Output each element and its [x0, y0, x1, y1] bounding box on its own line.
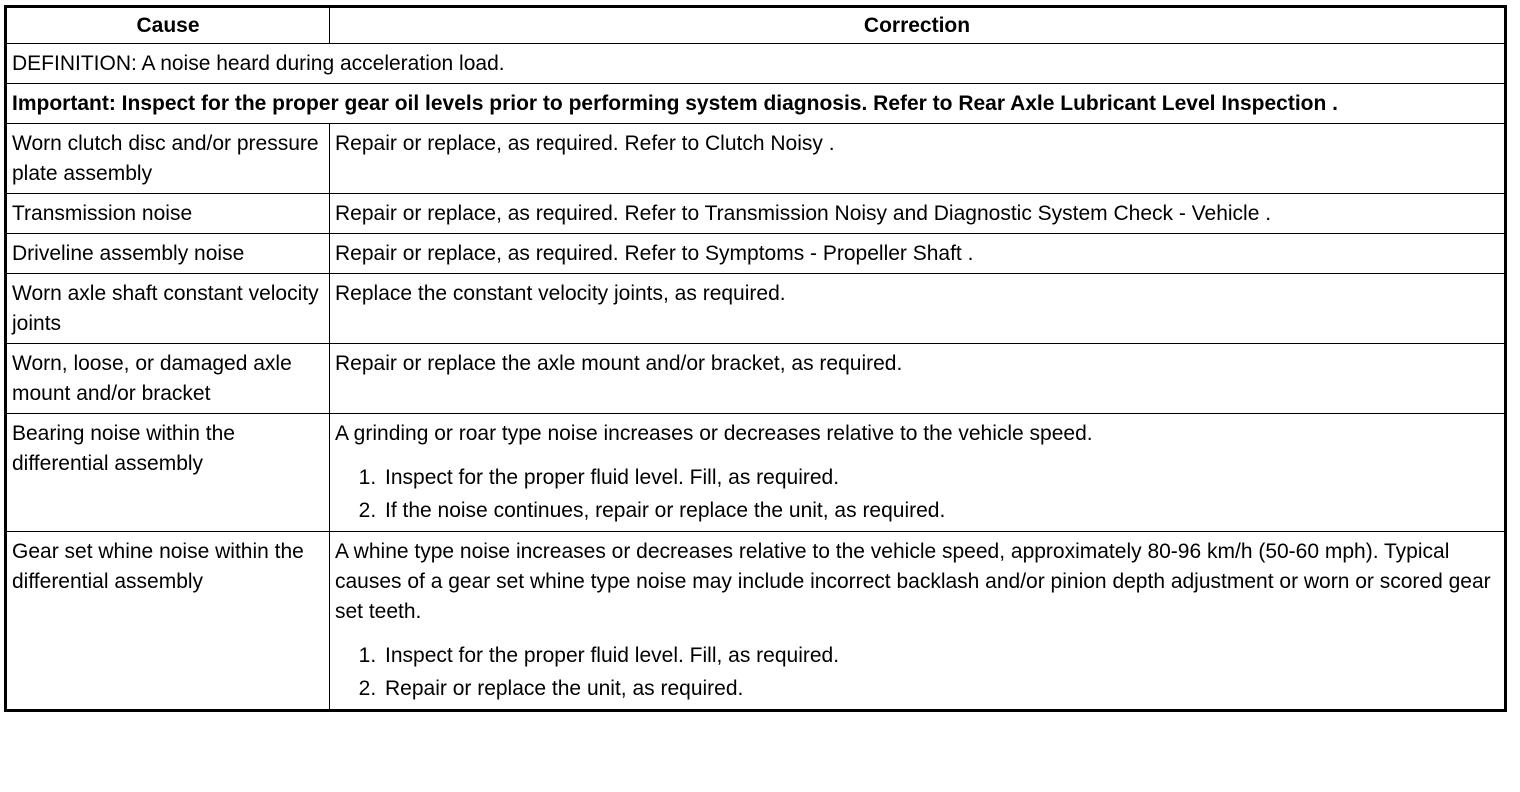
step-item: 1. Inspect for the proper fluid level. Fill, as required. [382, 639, 1499, 672]
step-item: 2. Repair or replace the unit, as required. [382, 672, 1499, 705]
definition-text: DEFINITION: A noise heard during acceleration load. [6, 44, 1506, 84]
correction-cell: Repair or replace, as required. Refer to Symptoms - Propeller Shaft . [330, 234, 1506, 274]
correction-cell: Repair or replace, as required. Refer to Transmission Noisy and Diagnostic System Check - Vehicle . [330, 194, 1506, 234]
step-item: 1. Inspect for the proper fluid level. Fill, as required. [382, 461, 1499, 494]
correction-cell [330, 414, 1506, 532]
cause-cell: Gear set whine noise within the differential assembly [6, 532, 330, 711]
table-row [6, 194, 1506, 234]
correction-text: A grinding or roar type noise increases or decreases relative to the vehicle speed. [335, 422, 1093, 445]
cause-cell: Worn, loose, or damaged axle mount and/or bracket [6, 344, 330, 414]
cause-cell: Driveline assembly noise [6, 234, 330, 274]
cause-cell: Transmission noise [6, 194, 330, 234]
correction-cell: Repair or replace, as required. Refer to Clutch Noisy . [330, 124, 1506, 194]
correction-cell: Replace the constant velocity joints, as required. [330, 274, 1506, 344]
table-row [6, 414, 1506, 532]
correction-cell: Repair or replace the axle mount and/or bracket, as required. [330, 344, 1506, 414]
correction-header: Correction [330, 7, 1506, 44]
table-row [6, 274, 1506, 344]
cause-cell: Worn axle shaft constant velocity joints [6, 274, 330, 344]
steps-list [335, 461, 1499, 527]
cause-cell: Worn clutch disc and/or pressure plate assembly [6, 124, 330, 194]
table-row [6, 344, 1506, 414]
table-row [6, 234, 1506, 274]
step-item: 2. If the noise continues, repair or replace the unit, as required. [382, 494, 1499, 527]
cause-cell: Bearing noise within the differential assembly [6, 414, 330, 532]
definition-row [6, 44, 1506, 84]
diagnostic-table-container [4, 5, 1507, 712]
table-row [6, 124, 1506, 194]
table-row [6, 532, 1506, 711]
diagnostic-table [4, 5, 1507, 712]
header-row [6, 7, 1506, 44]
cause-header: Cause [6, 7, 330, 44]
correction-cell [330, 532, 1506, 711]
important-note: Important: Inspect for the proper gear oil levels prior to performing system diagnosis. Refer to Rear Axle Lubricant Level Inspection . [6, 84, 1506, 124]
steps-list [335, 639, 1499, 705]
important-row [6, 84, 1506, 124]
correction-text: A whine type noise increases or decreases relative to the vehicle speed, approximately 80-96 km/h (50-60 mph). Typical causes of a gear set whine type noise may include incorrect backlash and/or pinion depth adjustment or worn or scored gear set teeth. [335, 540, 1491, 623]
